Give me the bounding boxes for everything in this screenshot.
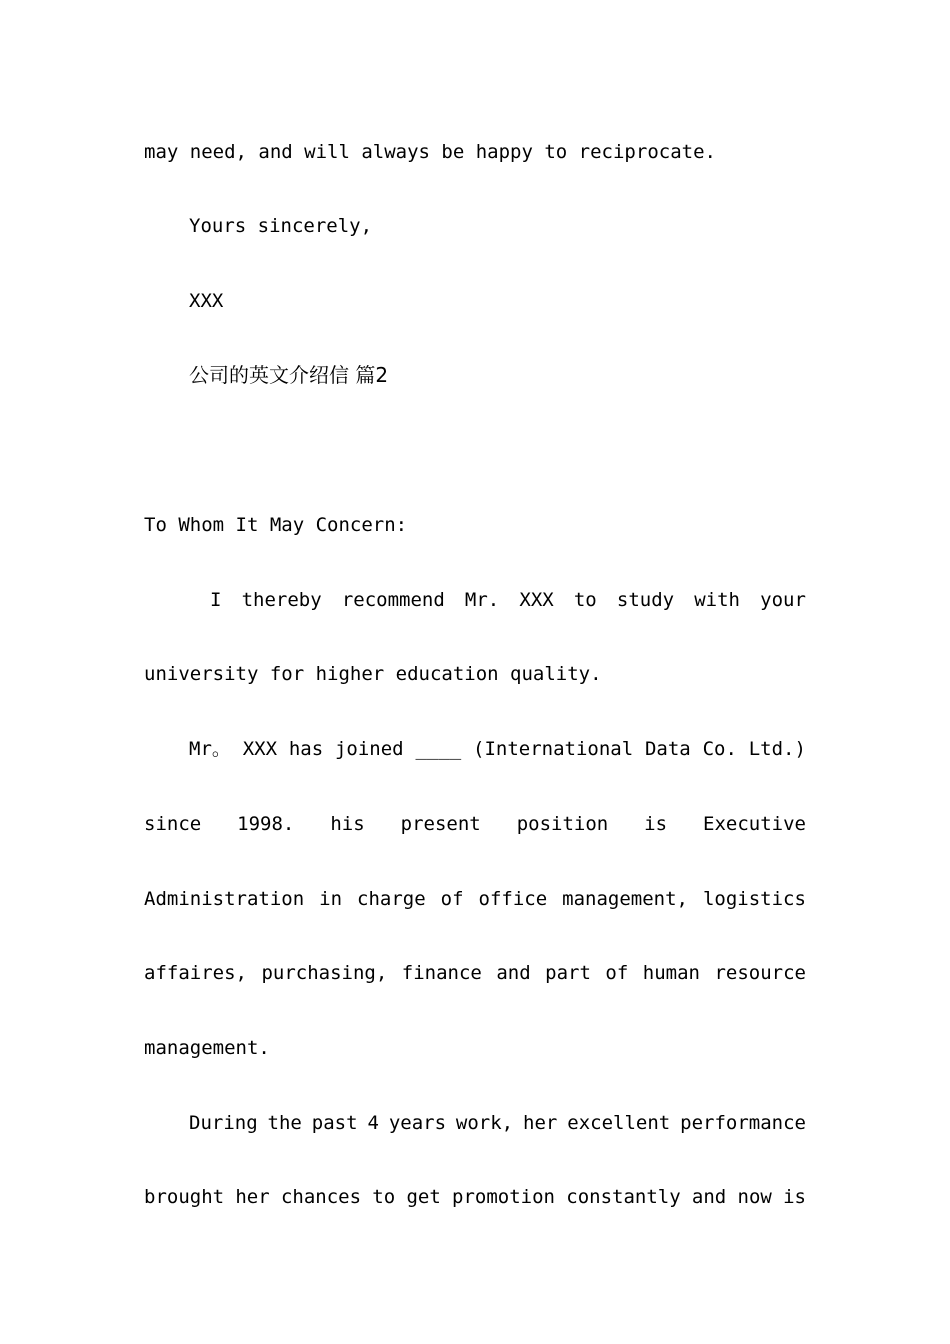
word: with: [694, 589, 740, 611]
word: present: [400, 813, 481, 835]
word: past: [311, 1112, 358, 1134]
paragraph-3-line-2: [144, 1182, 806, 1212]
word: performance: [680, 1112, 806, 1134]
word: and: [691, 1186, 727, 1208]
word: excellent: [567, 1112, 671, 1134]
word: Ltd.): [748, 738, 806, 760]
word: the: [267, 1112, 302, 1134]
word: resource: [714, 962, 806, 984]
word: since: [144, 813, 202, 835]
paragraph-1-line-1: [210, 585, 806, 615]
word: position: [516, 813, 609, 835]
word: joined: [334, 738, 404, 760]
word: I: [210, 589, 222, 611]
word: her: [235, 1186, 270, 1208]
word: Executive: [703, 813, 806, 835]
paragraph-2-line-2: [144, 809, 806, 839]
word: management,: [562, 888, 688, 910]
word: of: [440, 888, 464, 910]
paragraph-1-line-2: university for higher education quality.: [144, 663, 602, 685]
closing-salutation: Yours sincerely,: [189, 215, 373, 237]
word: get: [406, 1186, 441, 1208]
word: Mr。: [189, 738, 231, 760]
word: finance: [401, 962, 482, 984]
word: XXX: [519, 589, 554, 611]
word: recommend: [341, 589, 445, 611]
paragraph-2-line-1: [189, 734, 806, 764]
word: (International: [473, 738, 634, 760]
word: office: [478, 888, 548, 910]
paragraph-3-line-1: [189, 1108, 806, 1138]
word: ____: [415, 738, 462, 760]
closing-continued-line: may need, and will always be happy to reciprocate.: [144, 141, 716, 163]
word: chances: [280, 1186, 362, 1208]
paragraph-2-line-4: [144, 958, 806, 988]
letter-greeting: To Whom It May Concern:: [144, 514, 408, 536]
signature: XXX: [189, 290, 224, 312]
section-heading: 公司的英文介绍信 篇2: [189, 363, 389, 387]
word: 1998.: [237, 813, 295, 835]
word: Mr.: [464, 589, 500, 611]
word: years: [388, 1112, 447, 1134]
word: part: [545, 962, 591, 984]
word: affaires,: [144, 962, 247, 984]
word: charge: [357, 888, 426, 910]
word: Co.: [702, 738, 737, 760]
word: human: [642, 962, 700, 984]
word: 4: [367, 1112, 379, 1134]
word: promotion: [452, 1186, 555, 1208]
paragraph-2-line-3: [144, 884, 806, 914]
word: brought: [144, 1186, 225, 1208]
word: his: [330, 813, 365, 835]
word: Administration: [144, 888, 305, 910]
word: has: [288, 738, 324, 760]
paragraph-2-line-5: management.: [144, 1037, 270, 1059]
word: During: [189, 1112, 258, 1134]
word: is: [783, 1186, 806, 1208]
word: purchasing,: [261, 962, 388, 984]
word: of: [605, 962, 629, 984]
word: now: [737, 1186, 772, 1208]
word: constantly: [566, 1186, 681, 1208]
word: your: [760, 589, 806, 611]
word: to: [372, 1186, 396, 1208]
word: Data: [644, 738, 691, 760]
word: is: [644, 813, 668, 835]
word: XXX: [242, 738, 278, 760]
word: study: [616, 589, 675, 611]
word: her: [523, 1112, 558, 1134]
word: logistics: [702, 888, 806, 910]
word: thereby: [241, 589, 322, 611]
word: and: [496, 962, 531, 984]
word: work,: [455, 1112, 514, 1134]
word: in: [319, 888, 343, 910]
word: to: [573, 589, 597, 611]
